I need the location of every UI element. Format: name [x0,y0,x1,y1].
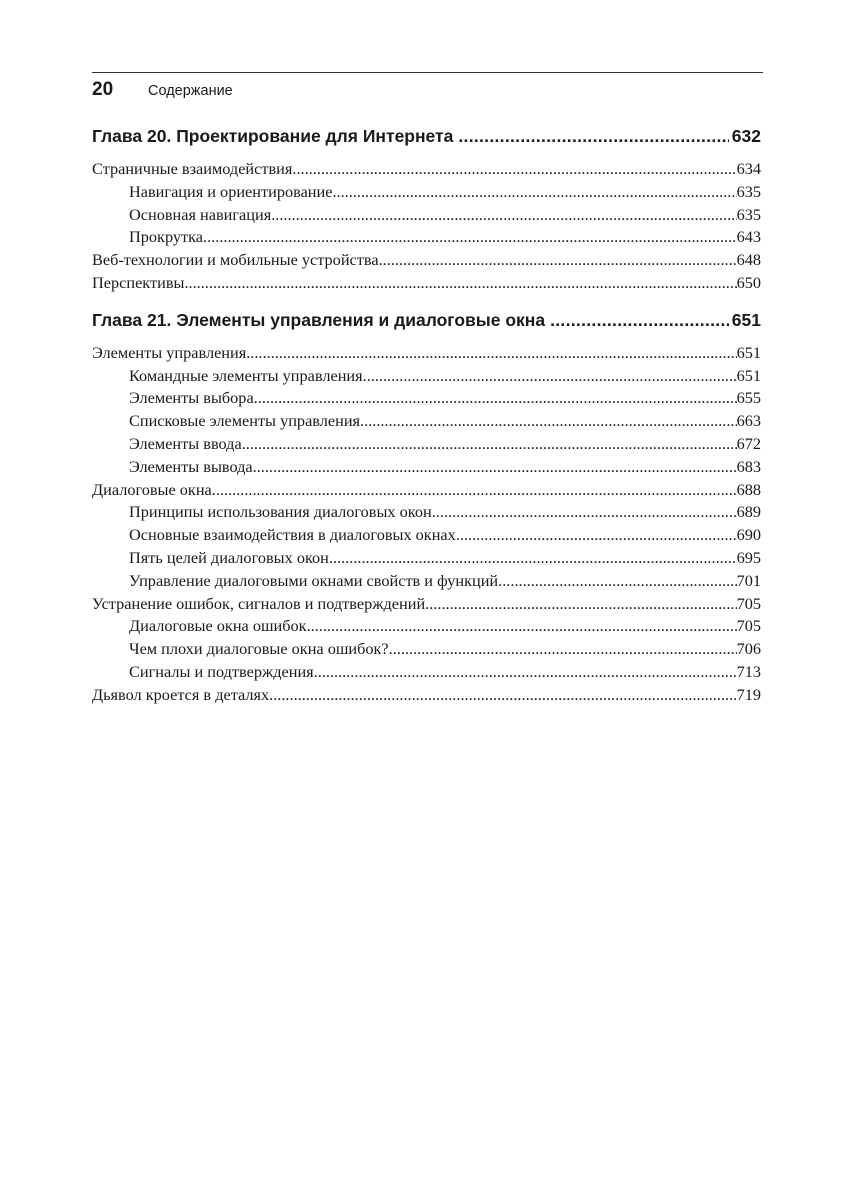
entry-page-number: 648 [736,250,761,270]
toc-section-entry [92,684,761,707]
entry-page-number: 650 [736,272,761,292]
entry-title: Перспективы [92,272,185,292]
toc-section-entry [92,249,761,272]
entry-page-number: 705 [736,593,761,613]
dot-leader [271,204,736,227]
chapter-title: Глава 21. Элементы управления и диалоговые окна [92,309,546,330]
dot-leader [242,433,737,456]
dot-leader [425,593,736,616]
toc-section-entry [92,158,761,181]
dot-leader [212,479,737,502]
dot-leader [184,272,736,295]
toc-section-entry [92,479,761,502]
dot-leader [545,307,729,333]
chapter-page-number: 651 [731,309,761,330]
toc-subsection-entry [92,226,761,249]
entry-title: Командные элементы управления [129,365,363,385]
entry-page-number: 706 [736,639,761,659]
dot-leader [453,123,728,149]
toc-section-entry [92,593,761,616]
entry-title: Навигация и ориентирование [129,181,333,201]
dot-leader [432,501,737,524]
dot-leader [269,684,736,707]
entry-page-number: 695 [736,547,761,567]
chapter-page-number: 632 [731,126,761,146]
entry-page-number: 705 [736,616,761,636]
entry-title: Диалоговые окна ошибок [129,616,307,636]
toc-subsection-entry [92,433,761,456]
toc-subsection-entry [92,570,761,593]
toc-subsection-entry [92,501,761,524]
entry-title: Основная навигация [129,204,272,224]
entry-page-number: 643 [736,227,761,247]
toc-section-entry [92,272,761,295]
entry-page-number: 690 [736,525,761,545]
toc-subsection-entry [92,615,761,638]
dot-leader [389,638,737,661]
entry-page-number: 655 [736,388,761,408]
entry-page-number: 672 [736,433,761,453]
entry-title: Дьявол кроется в деталях [92,684,270,704]
entry-title: Веб-технологии и мобильные устройства [92,250,379,270]
entry-page-number: 713 [736,661,761,681]
dot-leader [379,249,737,272]
entry-page-number: 688 [736,479,761,499]
chapter-heading [92,123,761,149]
table-of-contents [92,123,761,707]
running-header [92,72,763,103]
toc-subsection-entry [92,410,761,433]
dot-leader [363,365,737,388]
dot-leader [292,158,736,181]
toc-subsection-entry [92,524,761,547]
toc-subsection-entry [92,638,761,661]
dot-leader [246,342,736,365]
entry-title: Элементы управления [92,342,247,362]
entry-title: Элементы вывода [129,456,253,476]
entry-page-number: 719 [736,684,761,704]
entry-page-number: 651 [736,342,761,362]
entry-page-number: 689 [736,502,761,522]
dot-leader [253,456,737,479]
entry-title: Сигналы и подтверждения [129,661,314,681]
entry-page-number: 634 [736,159,761,178]
entry-page-number: 651 [736,365,761,385]
entry-title: Устранение ошибок, сигналов и подтверждений [92,593,426,613]
entry-page-number: 683 [736,456,761,476]
entry-title: Элементы ввода [129,433,242,453]
toc-subsection-entry [92,204,761,227]
entry-page-number: 635 [736,204,761,224]
dot-leader [456,524,737,547]
entry-title: Чем плохи диалоговые окна ошибок? [129,639,389,659]
dot-leader [314,661,737,684]
entry-page-number: 663 [736,411,761,431]
chapter-title: Глава 20. Проектирование для Интернета [92,126,454,146]
entry-page-number: 701 [736,570,761,590]
entry-title: Диалоговые окна [92,479,212,499]
toc-subsection-entry [92,547,761,570]
entry-title: Основные взаимодействия в диалоговых окнах [129,525,456,545]
dot-leader [329,547,737,570]
entry-title: Пять целей диалоговых окон [129,547,329,567]
toc-subsection-entry [92,456,761,479]
toc-subsection-entry [92,661,761,684]
entry-title: Управление диалоговыми окнами свойств и функций [129,570,499,590]
entry-title: Элементы выбора [129,388,254,408]
entry-page-number: 635 [736,181,761,201]
entry-title: Страничные взаимодействия [92,159,293,178]
toc-subsection-entry [92,387,761,410]
chapter-heading [92,307,761,333]
page-number: 20 [92,79,114,100]
toc-section-entry [92,342,761,365]
entry-title: Списковые элементы управления [129,411,361,431]
dot-leader [307,615,737,638]
entry-title: Прокрутка [129,227,204,247]
dot-leader [332,181,736,204]
dot-leader [254,387,737,410]
dot-leader [360,410,737,433]
dot-leader [498,570,736,593]
running-title: Содержание [148,83,233,99]
toc-subsection-entry [92,181,761,204]
dot-leader [203,226,737,249]
toc-subsection-entry [92,365,761,388]
entry-title: Принципы использования диалоговых окон [129,502,432,522]
